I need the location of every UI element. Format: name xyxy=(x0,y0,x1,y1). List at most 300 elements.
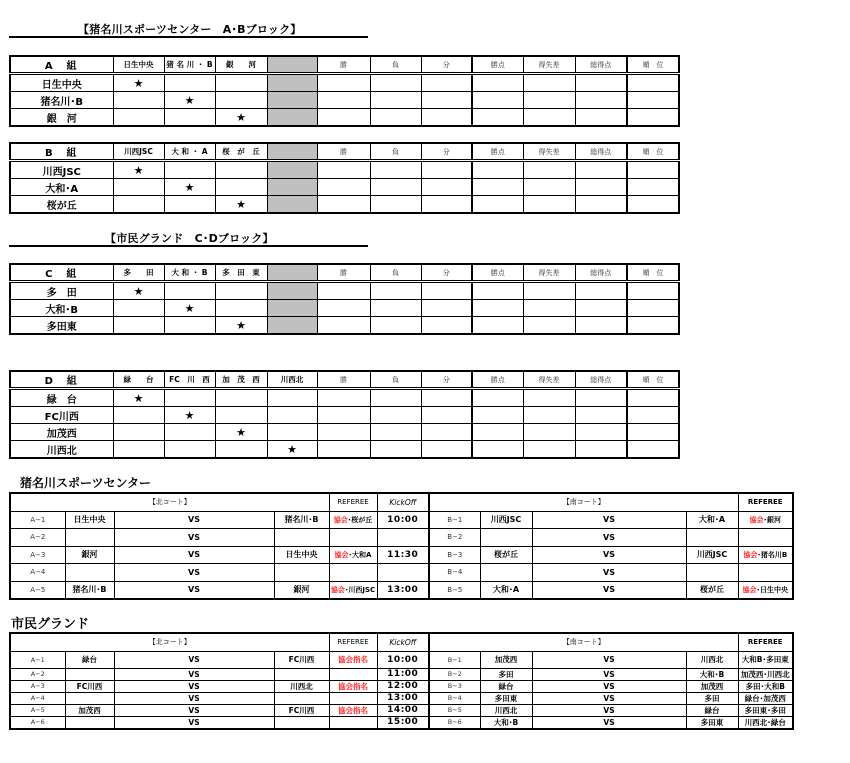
stat-cell xyxy=(472,407,523,424)
kickoff-header: KickOff xyxy=(377,493,429,511)
result-cell xyxy=(267,424,317,441)
referee-team: ･日生中央 xyxy=(756,585,788,594)
stat-cell xyxy=(472,92,523,109)
result-cell xyxy=(215,441,267,459)
schedule-header-row xyxy=(10,633,793,651)
referee-cell xyxy=(738,581,793,599)
stat-cell xyxy=(421,92,472,109)
star-icon: ★ xyxy=(164,179,215,196)
stat-cell xyxy=(627,300,679,317)
stat-header: 順 位 xyxy=(627,371,679,389)
stat-header: 勝 xyxy=(317,143,370,161)
team-row xyxy=(10,109,679,127)
match-row xyxy=(10,716,793,729)
team-name: 川西北 xyxy=(10,441,113,459)
match-row xyxy=(10,692,793,704)
stat-cell xyxy=(523,407,575,424)
kickoff-time: 11:00 xyxy=(377,668,429,680)
away-team: 川西北 xyxy=(686,651,738,668)
stat-cell xyxy=(523,74,575,92)
kickoff-time: 13:00 xyxy=(377,692,429,704)
referee-team: ･大和A xyxy=(348,550,372,559)
match-code: A−2 xyxy=(10,668,65,680)
group-table-b xyxy=(9,142,680,214)
home-team: 川西JSC xyxy=(480,511,532,529)
stat-cell xyxy=(523,196,575,214)
referee-cell xyxy=(738,704,793,716)
stat-cell xyxy=(627,179,679,196)
stat-cell xyxy=(421,441,472,459)
venue-title-shimin: 市民グランド xyxy=(11,617,90,632)
stat-cell xyxy=(317,196,370,214)
referee-team: 加茂西･川西北 xyxy=(740,669,790,679)
stat-cell xyxy=(627,441,679,459)
stat-cell xyxy=(575,196,627,214)
stat-cell xyxy=(472,161,523,179)
stat-cell xyxy=(523,317,575,335)
vs-label: VS xyxy=(114,546,274,564)
away-team: 大和･A xyxy=(686,511,738,529)
kickoff-time: 10:00 xyxy=(377,651,429,668)
result-cell xyxy=(164,161,215,179)
stat-header: 分 xyxy=(421,143,472,161)
stat-header: 得失差 xyxy=(523,143,575,161)
stat-cell xyxy=(627,161,679,179)
group-name: B 組 xyxy=(10,143,113,161)
stat-cell xyxy=(575,317,627,335)
team-name: 大和･A xyxy=(10,179,113,196)
match-row xyxy=(10,511,793,529)
vs-label: VS xyxy=(532,529,686,547)
match-code: A−4 xyxy=(10,692,65,704)
vs-label: VS xyxy=(532,668,686,680)
referee-team: ･川西JSC xyxy=(344,585,376,594)
vs-label: VS xyxy=(532,692,686,704)
result-cell xyxy=(164,389,215,407)
vs-label: VS xyxy=(114,668,274,680)
gray-cell xyxy=(267,74,317,92)
stat-cell xyxy=(472,424,523,441)
vs-label: VS xyxy=(532,564,686,582)
stat-cell xyxy=(370,282,421,300)
opponent-header xyxy=(267,56,317,74)
stat-cell xyxy=(627,317,679,335)
gray-cell xyxy=(267,282,317,300)
stat-cell xyxy=(575,407,627,424)
kickoff-time: 11:30 xyxy=(377,546,429,564)
group-table-a xyxy=(9,55,680,127)
referee-cell xyxy=(329,704,377,716)
stat-header: 負 xyxy=(370,264,421,282)
opponent-header: 日生中央 xyxy=(113,56,164,74)
referee-team: 緑台･加茂西 xyxy=(744,693,786,703)
stat-cell xyxy=(472,109,523,127)
team-row xyxy=(10,196,679,214)
stat-header: 勝点 xyxy=(472,371,523,389)
away-team xyxy=(686,529,738,547)
stat-cell xyxy=(523,424,575,441)
referee-association: 協会 xyxy=(749,515,764,524)
referee-cell xyxy=(329,529,377,547)
vs-label: VS xyxy=(532,680,686,692)
away-team: 日生中央 xyxy=(274,546,329,564)
match-code: A−4 xyxy=(10,564,65,582)
result-cell xyxy=(215,389,267,407)
vs-label: VS xyxy=(532,581,686,599)
away-team: 大和･B xyxy=(686,668,738,680)
stat-cell xyxy=(472,179,523,196)
north-court-label: 【北コート】 xyxy=(10,493,329,511)
team-row xyxy=(10,317,679,335)
referee-cell xyxy=(329,692,377,704)
gray-cell xyxy=(267,300,317,317)
stat-cell xyxy=(627,74,679,92)
referee-association: 協会指名 xyxy=(338,681,368,691)
referee-cell xyxy=(329,581,377,599)
team-row xyxy=(10,441,679,459)
stat-cell xyxy=(421,74,472,92)
match-code: A−1 xyxy=(10,651,65,668)
home-team: 多田東 xyxy=(480,692,532,704)
away-team xyxy=(686,564,738,582)
stat-header: 分 xyxy=(421,371,472,389)
home-team: 緑台 xyxy=(480,680,532,692)
home-team xyxy=(480,564,532,582)
referee-association: 協会指名 xyxy=(338,705,368,715)
stat-cell xyxy=(627,407,679,424)
stat-cell xyxy=(523,389,575,407)
vs-label: VS xyxy=(532,546,686,564)
gray-cell xyxy=(267,109,317,127)
stat-cell xyxy=(317,441,370,459)
result-cell xyxy=(113,424,164,441)
home-team: 大和･A xyxy=(480,581,532,599)
referee-team: 大和B･多田東 xyxy=(741,655,789,664)
team-row xyxy=(10,179,679,196)
stat-cell xyxy=(523,300,575,317)
team-name: 多田東 xyxy=(10,317,113,335)
vs-label: VS xyxy=(532,651,686,668)
stat-cell xyxy=(370,74,421,92)
referee-team: ･銀河 xyxy=(763,515,781,524)
group-name: D 組 xyxy=(10,371,113,389)
team-row xyxy=(10,424,679,441)
opponent-header: 緑 台 xyxy=(113,371,164,389)
opponent-header: 加 茂 西 xyxy=(215,371,267,389)
stat-header: 勝 xyxy=(317,371,370,389)
result-cell xyxy=(113,300,164,317)
referee-cell xyxy=(329,668,377,680)
result-cell xyxy=(267,389,317,407)
stat-cell xyxy=(317,282,370,300)
stat-cell xyxy=(421,196,472,214)
team-name: 日生中央 xyxy=(10,74,113,92)
star-icon: ★ xyxy=(113,161,164,179)
group-name: C 組 xyxy=(10,264,113,282)
stat-cell xyxy=(523,109,575,127)
away-team: 加茂西 xyxy=(686,680,738,692)
stat-header: 勝点 xyxy=(472,264,523,282)
stat-cell xyxy=(575,300,627,317)
stat-header: 得失差 xyxy=(523,371,575,389)
vs-label: VS xyxy=(532,716,686,729)
result-cell xyxy=(113,92,164,109)
opponent-header: 多 田 東 xyxy=(215,264,267,282)
kickoff-header: KickOff xyxy=(377,633,429,651)
stat-header: 順 位 xyxy=(627,143,679,161)
match-code: B−2 xyxy=(429,529,480,547)
stat-cell xyxy=(523,161,575,179)
stat-cell xyxy=(370,407,421,424)
home-team: 日生中央 xyxy=(65,511,114,529)
stat-cell xyxy=(370,424,421,441)
home-team xyxy=(65,529,114,547)
team-row xyxy=(10,300,679,317)
gray-cell xyxy=(267,317,317,335)
stat-cell xyxy=(472,389,523,407)
team-name: 川西JSC xyxy=(10,161,113,179)
stat-cell xyxy=(627,109,679,127)
stat-cell xyxy=(575,179,627,196)
stat-cell xyxy=(421,179,472,196)
star-icon: ★ xyxy=(267,441,317,459)
match-code: A−6 xyxy=(10,716,65,729)
star-icon: ★ xyxy=(164,300,215,317)
south-court-label: 【南コート】 xyxy=(429,493,738,511)
gray-cell xyxy=(267,179,317,196)
home-team: 加茂西 xyxy=(480,651,532,668)
stat-cell xyxy=(575,92,627,109)
stat-cell xyxy=(472,282,523,300)
match-code: B−5 xyxy=(429,581,480,599)
star-icon: ★ xyxy=(215,196,267,214)
match-code: B−1 xyxy=(429,651,480,668)
title-underline xyxy=(9,36,368,38)
stat-cell xyxy=(472,74,523,92)
kickoff-time: 13:00 xyxy=(377,581,429,599)
star-icon: ★ xyxy=(113,74,164,92)
referee-cell xyxy=(738,564,793,582)
home-team: 多田 xyxy=(480,668,532,680)
gray-cell xyxy=(267,161,317,179)
match-code: A−3 xyxy=(10,680,65,692)
gray-cell xyxy=(267,196,317,214)
stat-cell xyxy=(627,196,679,214)
referee-header: REFEREE xyxy=(329,633,377,651)
referee-association: 協会 xyxy=(743,550,758,559)
referee-team: ･猪名川B xyxy=(757,550,788,559)
stat-header: 負 xyxy=(370,143,421,161)
result-cell xyxy=(113,179,164,196)
referee-cell xyxy=(738,680,793,692)
away-team xyxy=(274,529,329,547)
result-cell xyxy=(215,92,267,109)
group-table-d xyxy=(9,370,680,459)
home-team: 大和･B xyxy=(480,716,532,729)
stat-cell xyxy=(370,317,421,335)
team-row xyxy=(10,389,679,407)
referee-association: 協会指名 xyxy=(338,655,368,664)
stat-cell xyxy=(472,317,523,335)
opponent-header: 川西JSC xyxy=(113,143,164,161)
referee-cell xyxy=(738,511,793,529)
away-team: 桜が丘 xyxy=(686,581,738,599)
star-icon: ★ xyxy=(215,317,267,335)
stat-cell xyxy=(421,407,472,424)
group-header-row xyxy=(10,371,679,389)
block-title-cd: 【市民グランド C･Dブロック】 xyxy=(105,232,274,245)
star-icon: ★ xyxy=(164,92,215,109)
stat-cell xyxy=(421,109,472,127)
stat-header: 分 xyxy=(421,56,472,74)
vs-label: VS xyxy=(114,529,274,547)
match-code: A−5 xyxy=(10,704,65,716)
stat-header: 得失差 xyxy=(523,56,575,74)
away-team: 緑台 xyxy=(686,704,738,716)
stat-cell xyxy=(575,109,627,127)
home-team: FC川西 xyxy=(65,680,114,692)
kickoff-time xyxy=(377,564,429,582)
result-cell xyxy=(215,282,267,300)
stat-cell xyxy=(421,161,472,179)
group-header-row xyxy=(10,264,679,282)
star-icon: ★ xyxy=(113,389,164,407)
away-team xyxy=(274,668,329,680)
opponent-header: 川西北 xyxy=(267,371,317,389)
away-team: 多田東 xyxy=(686,716,738,729)
referee-cell xyxy=(329,511,377,529)
opponent-header xyxy=(267,264,317,282)
away-team xyxy=(274,692,329,704)
result-cell xyxy=(215,161,267,179)
stat-cell xyxy=(575,74,627,92)
stat-cell xyxy=(421,300,472,317)
stat-cell xyxy=(370,441,421,459)
stat-cell xyxy=(575,282,627,300)
referee-team: 多田東･多田 xyxy=(744,705,786,715)
referee-team: 川西北･緑台 xyxy=(744,717,786,727)
match-row xyxy=(10,651,793,668)
team-name: 桜が丘 xyxy=(10,196,113,214)
stat-cell xyxy=(575,389,627,407)
stat-header: 総得点 xyxy=(575,264,627,282)
kickoff-time: 14:00 xyxy=(377,704,429,716)
star-icon: ★ xyxy=(215,424,267,441)
match-row xyxy=(10,704,793,716)
stat-cell xyxy=(627,282,679,300)
stat-cell xyxy=(370,161,421,179)
referee-header: REFEREE xyxy=(329,493,377,511)
stat-header: 分 xyxy=(421,264,472,282)
referee-team: 多田･大和B xyxy=(745,681,785,691)
schedule-table-shimin xyxy=(9,632,794,730)
opponent-header xyxy=(267,143,317,161)
referee-association: 協会 xyxy=(334,550,349,559)
referee-cell xyxy=(329,546,377,564)
result-cell xyxy=(215,179,267,196)
title-underline xyxy=(9,245,368,247)
stat-cell xyxy=(523,441,575,459)
north-court-label: 【北コート】 xyxy=(10,633,329,651)
kickoff-time xyxy=(377,529,429,547)
away-team: FC川西 xyxy=(274,704,329,716)
stat-cell xyxy=(472,441,523,459)
stat-cell xyxy=(317,317,370,335)
stat-cell xyxy=(472,300,523,317)
group-table-c xyxy=(9,263,680,335)
stat-header: 総得点 xyxy=(575,371,627,389)
referee-cell xyxy=(738,546,793,564)
home-team: 加茂西 xyxy=(65,704,114,716)
stat-header: 順 位 xyxy=(627,56,679,74)
referee-team: ･桜が丘 xyxy=(347,515,373,524)
result-cell xyxy=(215,300,267,317)
vs-label: VS xyxy=(114,651,274,668)
venue-title-inagawa: 猪名川スポーツセンター xyxy=(20,476,152,490)
result-cell xyxy=(164,317,215,335)
result-cell xyxy=(164,424,215,441)
vs-label: VS xyxy=(114,564,274,582)
match-code: A−5 xyxy=(10,581,65,599)
team-name: 銀 河 xyxy=(10,109,113,127)
referee-cell xyxy=(329,716,377,729)
stat-header: 得失差 xyxy=(523,264,575,282)
vs-label: VS xyxy=(114,581,274,599)
home-team xyxy=(65,668,114,680)
referee-header: REFEREE xyxy=(738,493,793,511)
gray-cell xyxy=(267,92,317,109)
stat-cell xyxy=(523,92,575,109)
home-team: 猪名川･B xyxy=(65,581,114,599)
stat-cell xyxy=(575,424,627,441)
kickoff-time: 12:00 xyxy=(377,680,429,692)
referee-association: 協会 xyxy=(333,515,348,524)
result-cell xyxy=(164,441,215,459)
star-icon: ★ xyxy=(113,282,164,300)
referee-cell xyxy=(738,668,793,680)
result-cell xyxy=(113,441,164,459)
stat-cell xyxy=(317,109,370,127)
kickoff-time: 15:00 xyxy=(377,716,429,729)
stat-cell xyxy=(370,300,421,317)
referee-cell xyxy=(738,651,793,668)
match-row xyxy=(10,668,793,680)
result-cell xyxy=(113,196,164,214)
stat-header: 総得点 xyxy=(575,143,627,161)
home-team: 桜が丘 xyxy=(480,546,532,564)
home-team: 銀河 xyxy=(65,546,114,564)
stat-cell xyxy=(421,282,472,300)
match-row xyxy=(10,546,793,564)
match-code: B−5 xyxy=(429,704,480,716)
home-team xyxy=(480,529,532,547)
result-cell xyxy=(113,407,164,424)
stat-cell xyxy=(317,389,370,407)
team-name: 加茂西 xyxy=(10,424,113,441)
match-row xyxy=(10,564,793,582)
south-court-label: 【南コート】 xyxy=(429,633,738,651)
away-team: FC川西 xyxy=(274,651,329,668)
star-icon: ★ xyxy=(215,109,267,127)
stat-header: 勝点 xyxy=(472,56,523,74)
match-code: B−3 xyxy=(429,680,480,692)
referee-cell xyxy=(738,692,793,704)
result-cell xyxy=(164,74,215,92)
team-row xyxy=(10,74,679,92)
team-row xyxy=(10,161,679,179)
stat-header: 勝 xyxy=(317,56,370,74)
team-row xyxy=(10,407,679,424)
